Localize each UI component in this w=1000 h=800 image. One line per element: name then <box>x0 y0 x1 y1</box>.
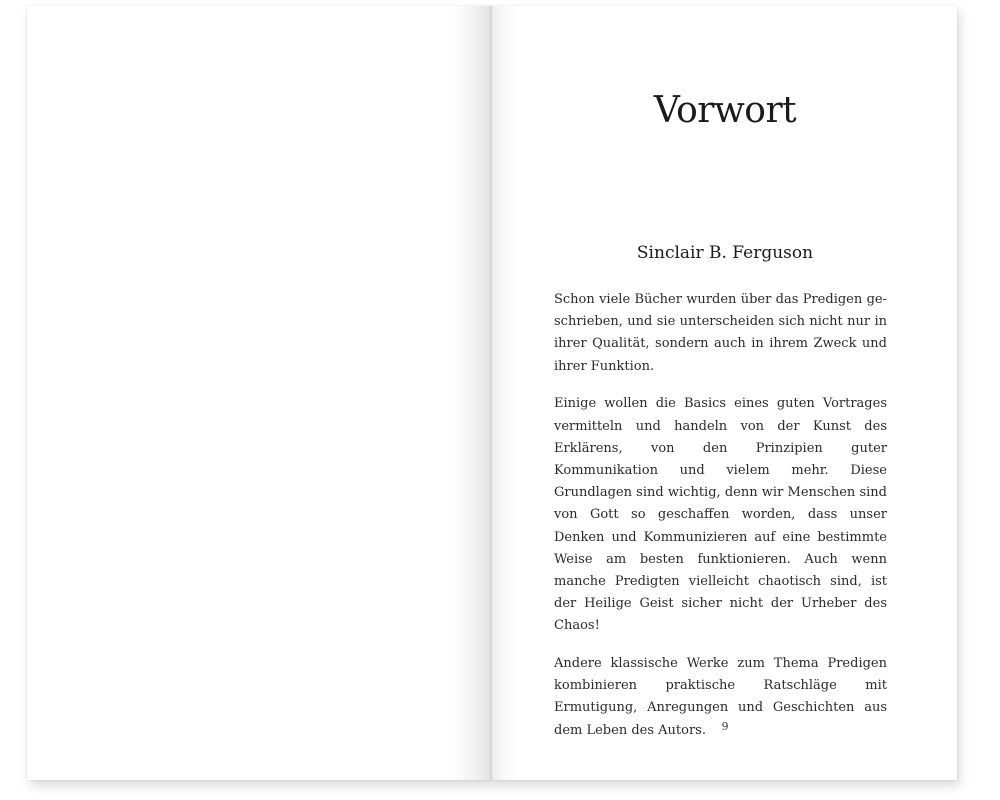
author-name: Sinclair B. Ferguson <box>636 243 814 263</box>
paragraph: Andere klassische Werke zum Thema Predigen kombinieren praktische Ratschläge mit Ermutigung, Anregungen und Geschichten aus dem Leben des Autors. <box>554 656 887 738</box>
chapter-title: Vorwort <box>653 90 797 131</box>
book-spread <box>27 6 957 780</box>
body-text <box>554 289 887 757</box>
left-page <box>27 6 490 780</box>
page-number: 9 <box>721 720 729 733</box>
right-page <box>493 6 957 780</box>
paragraph: Schon viele Bücher wurden über das Predigen geschrieben, und sie unterscheiden sich nicht nur in ihrer Qualität, sondern auch in ihrem Zweck und ihrer Funktion. <box>554 292 887 374</box>
paragraph: Einige wollen die Basics eines guten Vortrages vermitteln und handeln von der Kunst des Erklärens, von den Prinzipien guter Kommunikation und vielem mehr. Diese Grundlagen sind wichtig, denn wir Menschen sind von Gott so geschaffen worden, dass unser Denken und Kommunizieren auf eine bestimmte Weise am besten funktionieren. Auch wenn manche Predigten vielleicht chaotisch sind, ist der Heilige Geist sicher nicht der Urheber des Chaos! <box>554 396 887 634</box>
